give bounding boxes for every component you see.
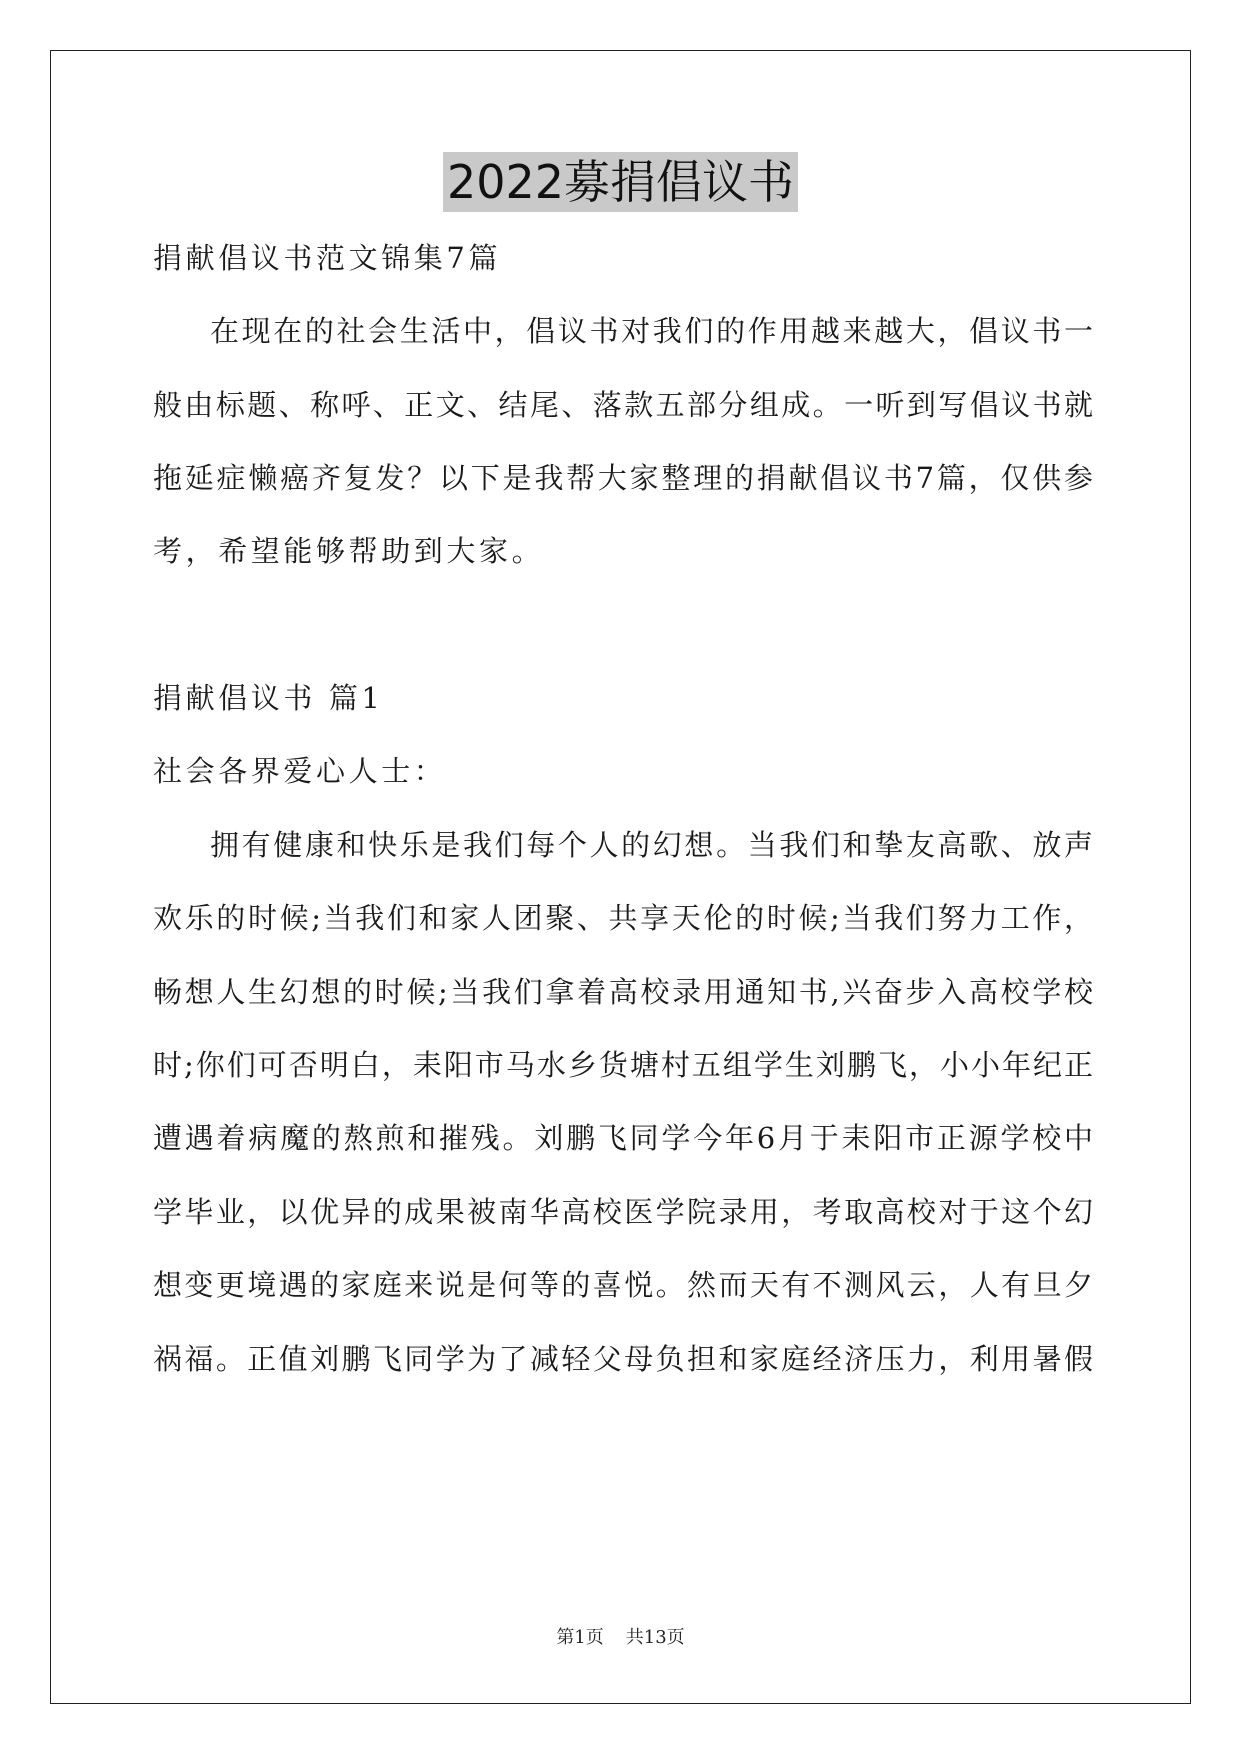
page-footer	[0, 1626, 1241, 1650]
body-line-3: 畅想人生幻想的时候;当我们拿着高校录用通知书,兴奋步入高校学校	[153, 975, 1093, 1009]
body-line-8: 祸福。正值刘鹏飞同学为了减轻父母负担和家庭经济压力，利用暑假	[153, 1342, 1093, 1376]
intro-line-2: 般由标题、称呼、正文、结尾、落款五部分组成。一听到写倡议书就	[153, 388, 1093, 422]
page-number: 第1页	[556, 1627, 604, 1648]
intro-line-1: 在现在的社会生活中，倡议书对我们的作用越来越大，倡议书一	[210, 314, 1093, 348]
page-border	[50, 50, 1191, 1704]
intro-line-4: 考，希望能够帮助到大家。	[153, 534, 545, 568]
page-total: 共13页	[625, 1627, 685, 1648]
title-container	[0, 152, 1241, 212]
body-line-5: 遭遇着病魔的熬煎和摧残。刘鹏飞同学今年6月于耒阳市正源学校中	[153, 1121, 1093, 1155]
body-line-6: 学毕业，以优异的成果被南华高校医学院录用，考取高校对于这个幻	[153, 1195, 1093, 1229]
body-line-2: 欢乐的时候;当我们和家人团聚、共享天伦的时候;当我们努力工作，	[153, 901, 1093, 935]
document-title: 2022募捐倡议书	[443, 152, 798, 212]
section-heading: 捐献倡议书 篇1	[153, 681, 384, 715]
salutation: 社会各界爱心人士：	[153, 754, 447, 788]
body-line-1: 拥有健康和快乐是我们每个人的幻想。当我们和挚友高歌、放声	[210, 828, 1093, 862]
intro-line-3: 拖延症懒癌齐复发？以下是我帮大家整理的捐献倡议书7篇，仅供参	[153, 461, 1093, 495]
body-line-4: 时;你们可否明白，耒阳市马水乡货塘村五组学生刘鹏飞，小小年纪正	[153, 1048, 1093, 1082]
body-line-7: 想变更境遇的家庭来说是何等的喜悦。然而天有不测风云，人有旦夕	[153, 1268, 1093, 1302]
document-subtitle: 捐献倡议书范文锦集7篇	[153, 241, 502, 275]
